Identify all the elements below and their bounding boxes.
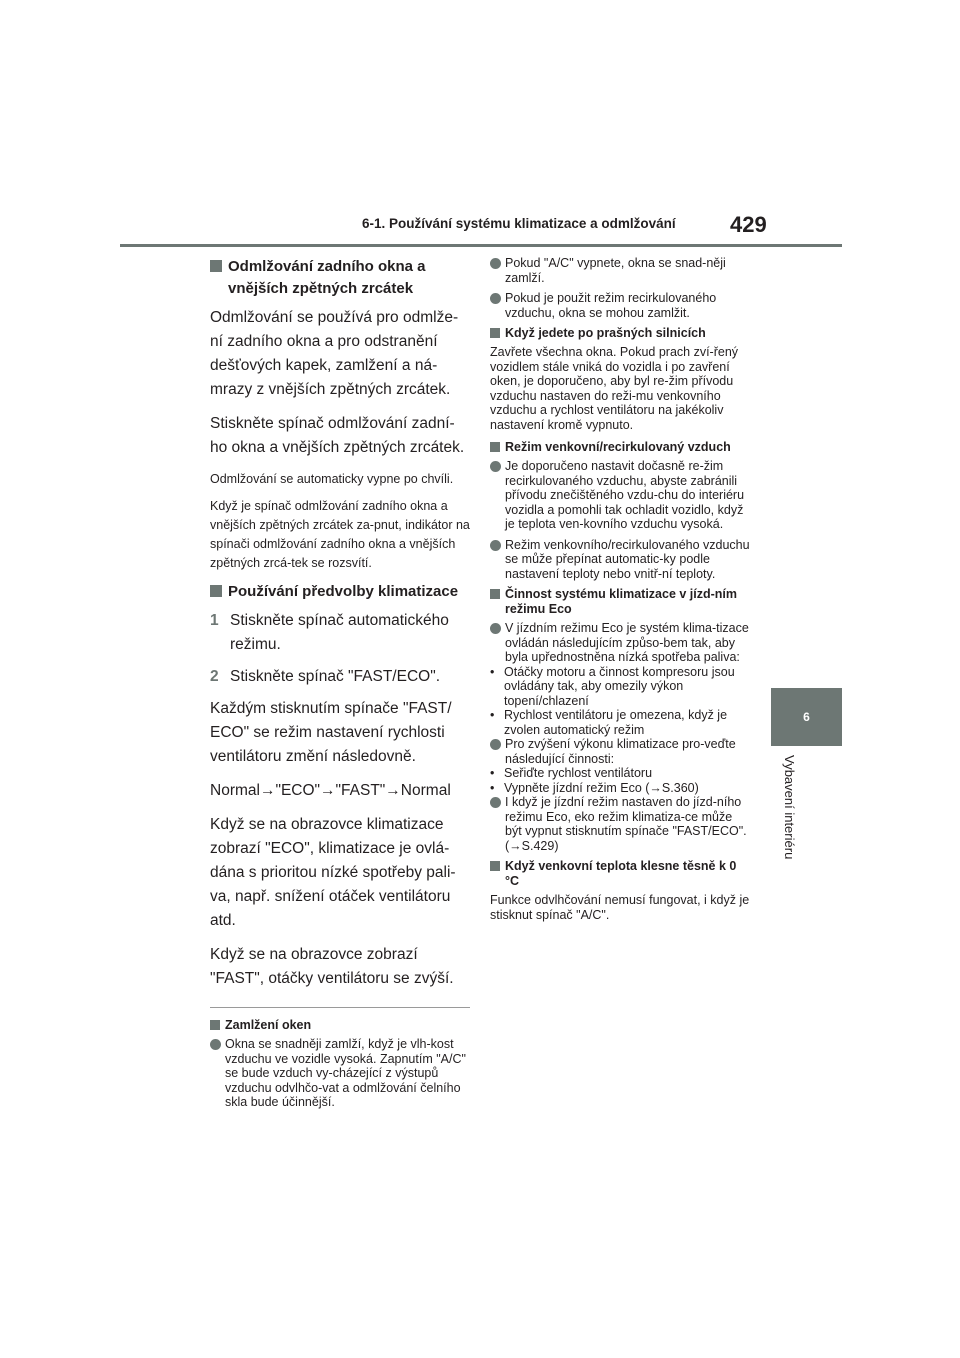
chapter-label: Vybavení interiéru bbox=[782, 755, 797, 860]
square-bullet-icon bbox=[490, 589, 500, 599]
bullet-item: Okna se snadněji zamlží, když je vlh-kost vzduchu ve vozidle vysoká. Zapnutím "A/C" se bude vzduch vy-cházející z výstupů vzduchu odvlhčo-vat a odmlžování čelního skla bude účinnější. bbox=[210, 1037, 470, 1110]
paragraph: Odmlžování se používá pro odmlže-ní zadního okna a pro odstranění dešťových kapek, zamlžení a ná-mrazy z vnějších zpětných zrcátek. bbox=[210, 309, 459, 398]
circle-bullet-icon bbox=[490, 293, 501, 304]
paragraph: Každým stisknutím spínače "FAST/ ECO" se režim nastavení rychlosti ventilátoru změní následovně. bbox=[210, 700, 452, 765]
bullet-item: Režim venkovního/recirkulovaného vzduchu se může přepínat automatic-ky podle nastavení teploty nebo vnitř-ní teploty. bbox=[490, 538, 752, 582]
sub-list bbox=[490, 766, 752, 795]
square-bullet-icon bbox=[490, 861, 500, 871]
paragraph: Normal→"ECO"→"FAST"→Normal bbox=[210, 782, 451, 799]
square-bullet-icon bbox=[490, 328, 500, 338]
header-rule bbox=[120, 244, 842, 247]
bullet-item: Pro zvýšení výkonu klimatizace pro-veďte následující činnosti: bbox=[490, 737, 752, 766]
circle-bullet-icon bbox=[490, 797, 501, 808]
circle-bullet-icon bbox=[490, 623, 501, 634]
page-number: 429 bbox=[730, 212, 767, 237]
divider bbox=[210, 1007, 470, 1008]
bullet-item: Pokud je použit režim recirkulovaného vzduchu, okna se mohou zamlžit. bbox=[490, 291, 752, 320]
circle-bullet-icon bbox=[490, 258, 501, 269]
bullet-item: I když je jízdní režim nastaven do jízd-ního režimu Eco, eko režim klimatiza-ce může být vypnut stisknutím spínače "FAST/ECO". (→S.429) bbox=[490, 795, 752, 853]
circle-bullet-icon bbox=[490, 540, 501, 551]
heading-fogging: Zamlžení oken bbox=[210, 1018, 470, 1033]
square-bullet-icon bbox=[210, 1020, 220, 1030]
heading-near-zero: Když venkovní teplota klesne těsně k 0 °C bbox=[490, 859, 752, 889]
right-column bbox=[490, 256, 752, 930]
heading-preset: Používání předvolby klimatizace bbox=[210, 581, 470, 603]
paragraph: Stiskněte spínač odmlžování zadní-ho okna a vnějších zpětných zrcátek. bbox=[210, 415, 465, 456]
sub-list-item: • Vypněte jízdní režim Eco (→S.360) bbox=[490, 780, 699, 795]
square-bullet-icon bbox=[490, 442, 500, 452]
heading-rear-defogger: Odmlžování zadního okna a vnějších zpětných zrcátek bbox=[210, 256, 470, 300]
left-column bbox=[210, 256, 470, 1116]
bullet-item: V jízdním režimu Eco je systém klima-tizace ovládán následujícím způso-bem tak, aby byla upřednostněna nízká spotřeba paliva: bbox=[490, 621, 752, 665]
chapter-tab: 6 bbox=[771, 688, 842, 746]
bullet-item: Pokud "A/C" vypnete, okna se snad-něji zamlží. bbox=[490, 256, 752, 285]
square-bullet-icon bbox=[210, 585, 222, 597]
circle-bullet-icon bbox=[490, 461, 501, 472]
sub-list-item: • Otáčky motoru a činnost kompresoru jsou ovládány tak, aby omezily výkon topení/chlazení bbox=[490, 664, 735, 708]
heading-dusty-roads: Když jedete po prašných silnicích bbox=[490, 326, 752, 341]
note: Když je spínač odmlžování zadního okna a vnějších zpětných zrcátek za-pnut, indikátor na spínači odmlžování zadního okna a vnějších zpětných zrcá-tek se rozsvítí. bbox=[210, 499, 470, 570]
paragraph: Když se na obrazovce zobrazí "FAST", otáčky ventilátoru se zvýší. bbox=[210, 946, 454, 987]
sub-list-item: • Seřiďte rychlost ventilátoru bbox=[490, 766, 653, 780]
step-item: 2 Stiskněte spínač "FAST/ECO". bbox=[210, 668, 440, 685]
heading-eco-mode: Činnost systému klimatizace v jízd-ním režimu Eco bbox=[490, 587, 752, 617]
sub-list bbox=[490, 665, 752, 738]
step-item: 1 Stiskněte spínač automatického režimu. bbox=[210, 612, 449, 653]
circle-bullet-icon bbox=[490, 739, 501, 750]
circle-bullet-icon bbox=[210, 1039, 221, 1050]
note: Odmlžování se automaticky vypne po chvíli. bbox=[210, 472, 454, 486]
paragraph: Když se na obrazovce klimatizace zobrazí "ECO", klimatizace je ovlá-dána s prioritou nízké spotřeby pali-va, např. snížení otáček ventilátoru atd. bbox=[210, 816, 456, 929]
square-bullet-icon bbox=[210, 260, 222, 272]
bullet-item: Je doporučeno nastavit dočasně re-žim recirkulovaného vzduchu, abyste zabránili přívodu znečištěného vzdu-chu do interiéru vozidla a pomohli tak ochladit vozidlo, když je teplota ven-kovního vzduchu vysoká. bbox=[490, 459, 752, 532]
sub-list-item: • Rychlost ventilátoru je omezena, když je zvolen automatický režim bbox=[490, 708, 728, 737]
section-title: 6-1. Používání systému klimatizace a odmlžování bbox=[362, 216, 676, 231]
paragraph: Zavřete všechna okna. Pokud prach zví-řený vozidlem stále vniká do vozidla i po zavření oken, je doporučeno, aby byl re-žim přívodu vzduchu nastaven do reži-mu venkovního vzduchu a rychlost ventilátoru na jakékoliv nastavení kromě vypnuto. bbox=[490, 345, 739, 432]
heading-air-mode: Režim venkovní/recirkulovaný vzduch bbox=[490, 440, 752, 455]
paragraph: Funkce odvlhčování nemusí fungovat, i když je stisknut spínač "A/C". bbox=[490, 893, 750, 922]
